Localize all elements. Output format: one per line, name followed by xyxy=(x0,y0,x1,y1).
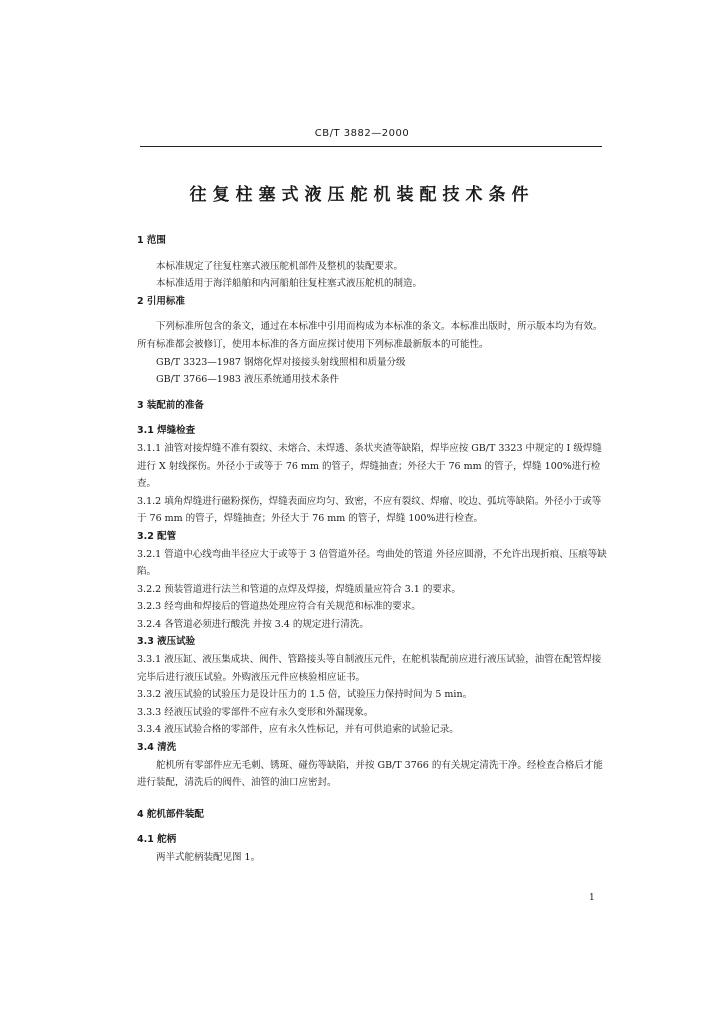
page-number: 1 xyxy=(589,893,595,903)
section-2-heading: 2 引用标准 xyxy=(137,295,185,307)
clause-3-3-1: 3.3.1 液压缸、液压集成块、阀件、管路接头等自制液压元件，在舵机装配前应进行液压试验，油管在配管焊接完毕后进行液压试验。外购液压元件应核验相应证书。 xyxy=(137,654,602,683)
reference-gb-t-3766: GB/T 3766—1983 液压系统通用技术条件 xyxy=(156,374,340,386)
clause-3-3-2: 3.3.2 液压试验的试验压力是设计压力的 1.5 倍，试验压力保持时间为 5 min。 xyxy=(137,689,473,701)
standard-code: CB/T 3882—2000 xyxy=(314,128,410,139)
clause-3-1-2: 3.1.2 填角焊缝进行磁粉探伤，焊缝表面应均匀、致密，不应有裂纹、焊瘤、咬边、弧坑等缺陷。外径小于或等于 76 mm 的管子，焊缝抽查；外径大于 76 mm 的管子，焊缝 100%进行检查。 xyxy=(137,495,602,525)
section-3-heading: 3 装配前的准备 xyxy=(137,399,204,411)
header-rule xyxy=(140,146,602,147)
clause-3-4-paragraph: 舵机所有零部件应无毛刺、锈斑、碰伤等缺陷，并按 GB/T 3766 的有关规定清洗干净。经检查合格后才能进行装配，清洗后的阀件、油管的油口应密封。 xyxy=(137,759,603,789)
reference-gb-t-3323: GB/T 3323—1987 钢熔化焊对接接头射线照相和质量分级 xyxy=(156,356,406,368)
clause-3-1-1: 3.1.1 油管对接焊缝不准有裂纹、未熔合、未焊透、条状夹渣等缺陷，焊毕应按 GB/T 3323 中规定的 I 级焊缝进行 X 射线探伤。外径小于或等于 76 mm 的管子，焊缝抽查；外径大于 76 mm 的管子，焊缝 100%进行检查。 xyxy=(137,442,602,490)
clause-4-1-paragraph: 两半式舵柄装配见图 1。 xyxy=(156,852,261,863)
section-1-paragraph-1: 本标准规定了往复柱塞式液压舵机部件及整机的装配要求。 xyxy=(156,260,404,272)
document-body xyxy=(137,232,607,867)
clause-3-2-1: 3.2.1 管道中心线弯曲半径应大于或等于 3 倍管道外径。弯曲处的管道 外径应圆滑，不允许出现折痕、压痕等缺陷。 xyxy=(137,548,607,578)
section-1-heading: 1 范围 xyxy=(137,235,166,246)
section-1-paragraph-2: 本标准适用于海洋船舶和内河船舶往复柱塞式液压舵机的制造。 xyxy=(156,278,423,290)
clause-3-3-3: 3.3.3 经液压试验的零部件不应有永久变形和外漏现象。 xyxy=(137,706,374,718)
clause-3-3-heading: 3.3 液压试验 xyxy=(137,636,196,648)
clause-4-1-heading: 4.1 舵柄 xyxy=(137,834,177,846)
clause-3-3-4: 3.3.4 液压试验合格的零部件，应有永久性标记，并有可供追索的试验记录。 xyxy=(137,724,459,736)
clause-3-2-2: 3.2.2 预装管道进行法兰和管道的点焊及焊接，焊缝质量应符合 3.1 的要求。 xyxy=(137,583,461,595)
clause-3-2-heading: 3.2 配管 xyxy=(137,530,177,542)
document-title: 往复柱塞式液压舵机装配技术条件 xyxy=(189,185,535,205)
clause-3-2-3: 3.2.3 经弯曲和焊接后的管道热处理应符合有关规范和标准的要求。 xyxy=(137,601,421,613)
section-4-heading: 4 舵机部件装配 xyxy=(137,808,204,820)
clause-3-2-4: 3.2.4 各管道必须进行酸洗 并按 3.4 的规定进行清洗。 xyxy=(137,618,369,630)
clause-3-1-heading: 3.1 焊缝检查 xyxy=(137,425,196,437)
clause-3-4-heading: 3.4 清洗 xyxy=(137,742,177,754)
section-2-paragraph: 下列标准所包含的条文，通过在本标准中引用而构成为本标准的条文。本标准出版时，所示版本均为有效。所有标准都会被修订，使用本标准的各方面应探讨使用下列标准最新版本的可能性。 xyxy=(137,321,603,350)
